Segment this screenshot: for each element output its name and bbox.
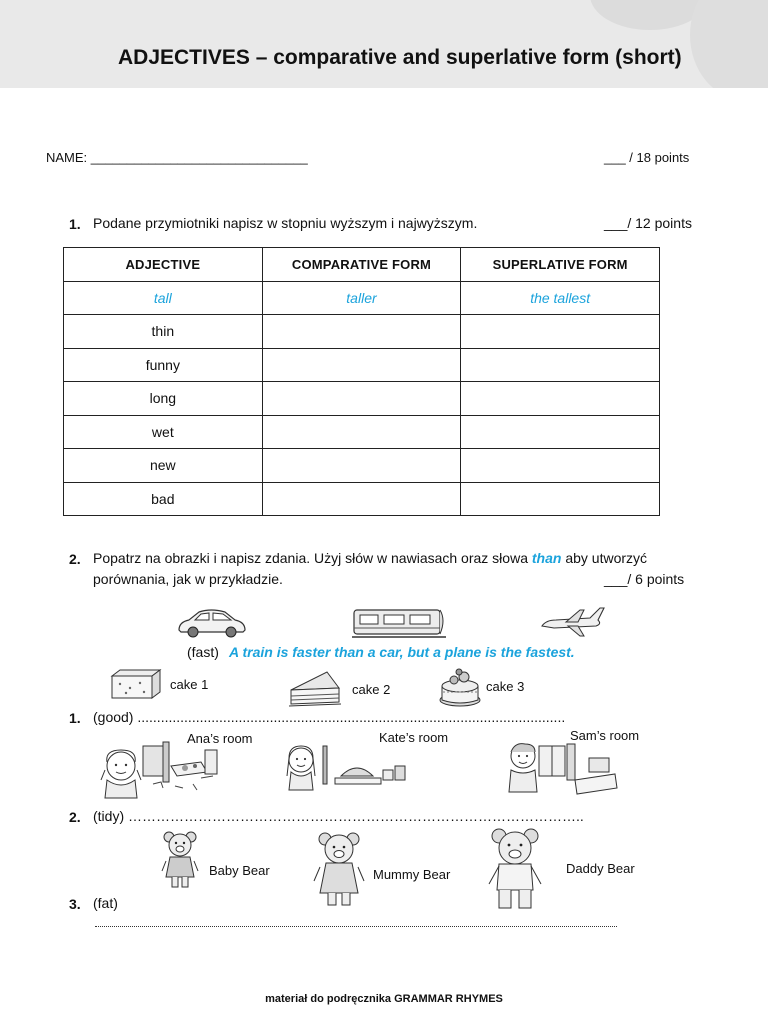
plane-image xyxy=(540,604,604,640)
answer-cell[interactable] xyxy=(461,449,660,483)
answer-cell[interactable] xyxy=(262,382,461,416)
table-row xyxy=(64,482,660,516)
answer-cell[interactable] xyxy=(262,415,461,449)
name-field[interactable]: NAME: ______________________________ xyxy=(46,150,308,165)
adjective-cell: bad xyxy=(64,482,263,516)
kate-room-image xyxy=(285,740,409,790)
cake-2-label: cake 2 xyxy=(352,682,391,697)
adjective-table xyxy=(63,247,660,516)
baby-bear-image xyxy=(162,831,198,891)
table-row xyxy=(64,315,660,349)
example-cell: tall xyxy=(64,281,263,315)
item-2-number: 2. xyxy=(69,809,81,825)
room-label-kate: Kate’s room xyxy=(379,730,449,745)
column-header: COMPARATIVE FORM xyxy=(262,248,461,282)
sam-room-image xyxy=(505,740,619,796)
example-cue: (fast) xyxy=(187,644,219,660)
train-image xyxy=(352,604,446,640)
item-1-answer-line[interactable]: (good) .............................................................................................................. xyxy=(93,709,566,725)
cake-1-label: cake 1 xyxy=(170,677,209,692)
cake-2-image xyxy=(287,668,343,708)
item-3-number: 3. xyxy=(69,896,81,912)
example-sentence: A train is faster than a car, but a plane is the fastest. xyxy=(229,644,575,660)
item-3-cue: (fat) xyxy=(93,895,118,911)
task1-number: 1. xyxy=(69,216,81,232)
room-label-ana: Ana’s room xyxy=(187,731,253,746)
task1-instruction: Podane przymiotniki napisz w stopniu wyższym i najwyższym. xyxy=(93,215,478,231)
task1-points: ___/ 12 points xyxy=(604,215,692,231)
room-label-sam: Sam’s room xyxy=(570,728,640,743)
bear-label-baby: Baby Bear xyxy=(209,863,270,878)
item-1-number: 1. xyxy=(69,710,81,726)
answer-cell[interactable] xyxy=(262,315,461,349)
car-image xyxy=(175,608,247,640)
adjective-cell: thin xyxy=(64,315,263,349)
adjective-cell: wet xyxy=(64,415,263,449)
column-header: ADJECTIVE xyxy=(64,248,263,282)
answer-cell[interactable] xyxy=(461,382,660,416)
task2-points: ___/ 6 points xyxy=(604,571,685,587)
footer-text: materiał do podręcznika GRAMMAR RHYMES xyxy=(265,993,503,1005)
page-header xyxy=(0,0,768,88)
table-row xyxy=(64,449,660,483)
cake-3-label: cake 3 xyxy=(486,679,525,694)
table-header-row xyxy=(64,248,660,282)
total-points: ___ / 18 points xyxy=(604,150,690,165)
answer-cell[interactable] xyxy=(461,415,660,449)
adjective-cell: funny xyxy=(64,348,263,382)
cake-1-image xyxy=(108,668,162,700)
daddy-bear-image xyxy=(487,828,543,910)
task2-instruction xyxy=(93,550,647,566)
keyword-than: than xyxy=(531,550,562,566)
cake-3-image xyxy=(437,664,483,710)
example-cell: taller xyxy=(262,281,461,315)
table-row xyxy=(64,382,660,416)
task2-instruction-line2: porównania, jak w przykładzie. xyxy=(93,571,283,587)
bear-label-mummy: Mummy Bear xyxy=(373,867,451,882)
bear-label-daddy: Daddy Bear xyxy=(566,861,635,876)
item-3-answer-line[interactable] xyxy=(95,926,617,927)
answer-cell[interactable] xyxy=(262,482,461,516)
adjective-cell: new xyxy=(64,449,263,483)
task2-number: 2. xyxy=(69,551,81,567)
page-title: ADJECTIVES – comparative and superlative form (short) xyxy=(118,46,682,69)
ana-room-image xyxy=(97,740,221,798)
task2-instruction-text: aby utworzyć xyxy=(565,550,648,566)
task2-instruction-text: Popatrz na obrazki i napisz zdania. Użyj słów w nawiasach oraz słowa xyxy=(93,550,528,566)
table-row xyxy=(64,348,660,382)
header-decoration xyxy=(690,0,768,88)
answer-cell[interactable] xyxy=(461,348,660,382)
table-row xyxy=(64,415,660,449)
answer-cell[interactable] xyxy=(262,449,461,483)
example-cell: the tallest xyxy=(461,281,660,315)
table-example-row xyxy=(64,281,660,315)
answer-cell[interactable] xyxy=(461,315,660,349)
answer-cell[interactable] xyxy=(262,348,461,382)
mummy-bear-image xyxy=(314,831,364,907)
answer-cell[interactable] xyxy=(461,482,660,516)
adjective-cell: long xyxy=(64,382,263,416)
item-2-answer-line[interactable]: (tidy) …………………………………………………………………………………….. xyxy=(93,808,584,824)
column-header: SUPERLATIVE FORM xyxy=(461,248,660,282)
